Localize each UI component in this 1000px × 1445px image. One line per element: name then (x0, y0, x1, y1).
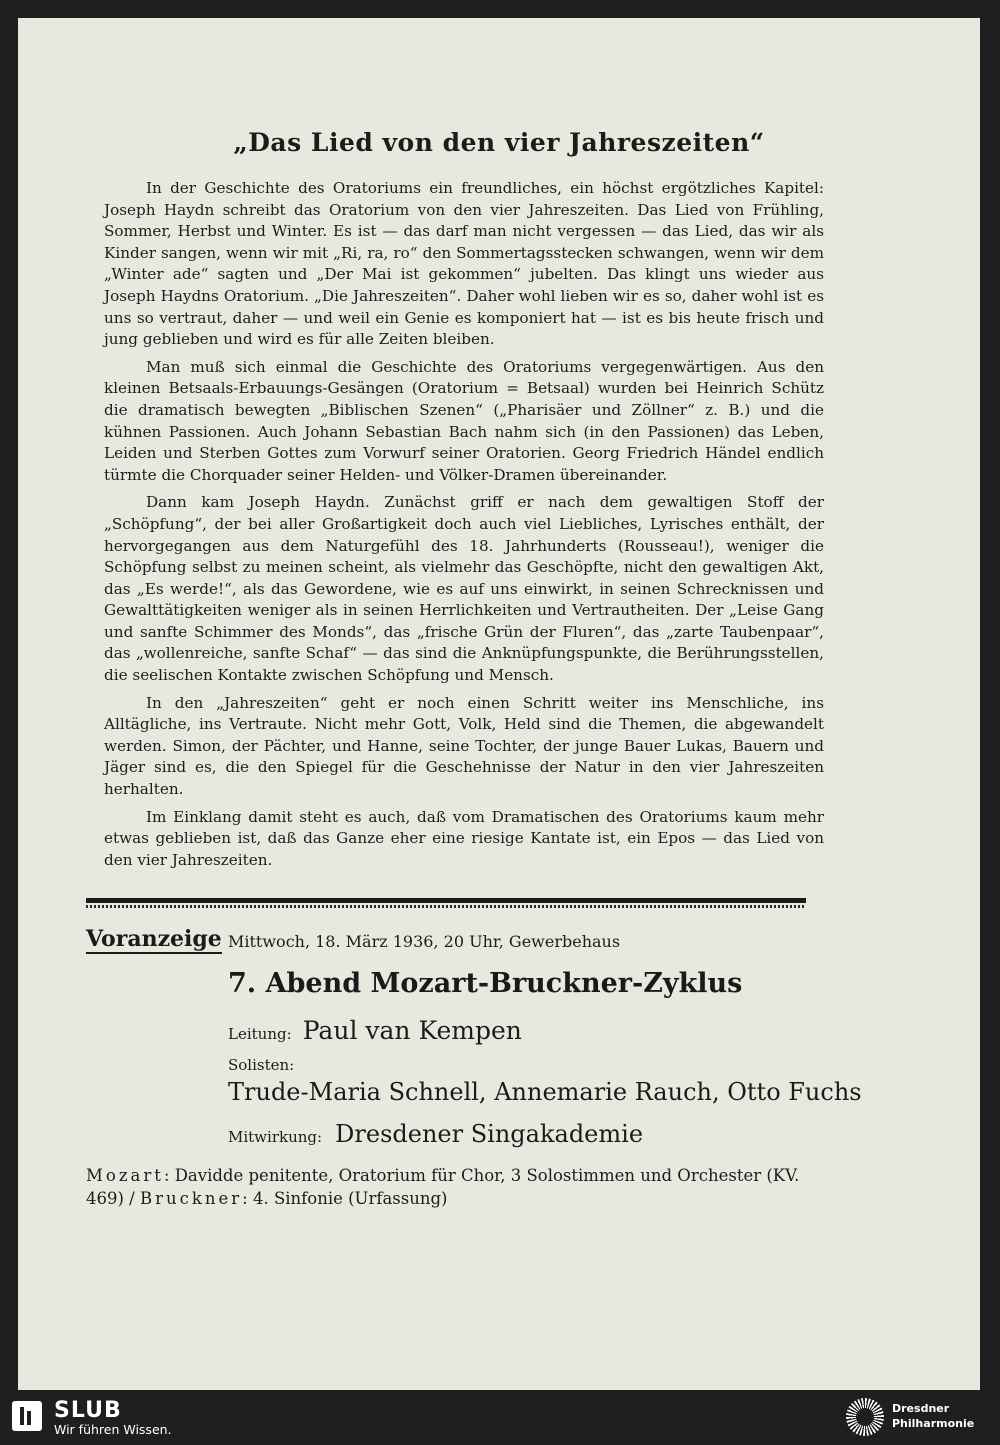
concert-title: 7. Abend Mozart-Bruckner-Zyklus (228, 968, 743, 999)
conductor-line (228, 1016, 522, 1045)
composer-bruckner: Bruckner (139, 1189, 243, 1208)
slub-logo-icon (12, 1401, 42, 1431)
choir-label: Mitwirkung: (228, 1128, 323, 1146)
program-listing (86, 1164, 816, 1210)
philharmonie-name (892, 1401, 974, 1431)
conductor-label: Leitung: (228, 1025, 292, 1043)
choir-line (228, 1120, 643, 1148)
article-paragraph: Im Einklang damit steht es auch, daß vom Dramatischen des Oratoriums kaum mehr etwas geblieben ist, daß das Ganze eher eine riesige Kantate ist, ein Epos — das Lied von den vier Jahreszeiten. (104, 807, 824, 869)
section-divider (86, 898, 806, 903)
announcement-date: Mittwoch, 18. März 1936, 20 Uhr, Gewerbehaus (228, 932, 621, 951)
slub-tagline: Wir führen Wissen. (54, 1422, 172, 1437)
article-paragraph: In den „Jahreszeiten“ geht er noch einen Schritt weiter ins Menschliche, ins Alltägliche, ins Vertraute. Nicht mehr Gott, Volk, Held sind die Themen, die abgewandelt werden. Simon, der Pächter, und Hanne, seine Tochter, der junge Bauer Lukas, Bauern und Jäger sind es, die den Spiegel für die Geschehnisse der Natur in den vier Jahreszeiten herhalten. (104, 693, 824, 799)
philharmonie-logo-icon (846, 1398, 884, 1436)
choir-name: Dresdener Singakademie (335, 1120, 644, 1148)
soloists-names: Trude-Maria Schnell, Annemarie Rauch, Otto Fuchs (228, 1078, 862, 1106)
article-paragraph: In der Geschichte des Oratoriums ein freundliches, ein höchst ergötzliches Kapitel: Joseph Haydn schreibt das Oratorium von den vier Jahreszeiten. Das Lied von Frühling, Sommer, Herbst und Winter. Es ist — das darf man nicht vergessen — das Lied, das wir als Kinder sangen, wenn wir mit „Ri, ra, ro“ den Sommertagsstecken schwangen, wenn wir dem „Winter ade“ sagten und „Der Mai ist gekommen“ jubelten. Das klingt uns wieder aus Joseph Haydns Oratorium. „Die Jahreszeiten“. Daher wohl lieben wir es so, daher wohl ist es uns so vertraut, daher — und weil ein Genie es komponiert hat — ist es bis heute frisch und jung geblieben und wird es für alle Zeiten bleiben. (104, 179, 824, 349)
soloists-label: Solisten: (228, 1056, 295, 1074)
philharmonie-name-line2: Philharmonie (892, 1417, 975, 1430)
philharmonie-branding (840, 1390, 1000, 1445)
work-mozart: : Davidde penitente, Oratorium für Chor, 3 Solostimmen und Orchester (KV. 469) / (86, 1166, 800, 1208)
article-body (104, 178, 824, 877)
article-title: „Das Lied von den vier Jahreszeiten“ (233, 128, 765, 157)
section-divider-dots (86, 905, 806, 908)
slub-branding (0, 1390, 300, 1445)
philharmonie-name-line1: Dresdner (892, 1402, 950, 1415)
work-bruckner: : 4. Sinfonie (Urfassung) (242, 1189, 448, 1208)
article-paragraph: Dann kam Joseph Haydn. Zunächst griff er nach dem gewaltigen Stoff der „Schöpfung“, der bei aller Großartigkeit doch auch viel Liebliches, Lyrisches enthält, der hervorgegangen aus dem Naturgefühl des 18. Jahrhunderts (Rousseau!), weniger die Schöpfung selbst zu meinen scheint, als vielmehr das Geschöpfte, nicht den gewaltigen Akt, das „Es werde!“, als das Gewordene, wie es auf uns einwirkt, in seinen Schrecknissen und Gewalttätigkeiten weniger als in seinen Herrlichkeiten und Vertrautheiten. Der „Leise Gang und sanfte Schimmer des Monds“, das „frische Grün der Fluren“, das „zarte Taubenpaar“, das „wollenreiche, sanfte Schaf“ — das sind die Anknüpfungspunkte, die Berührungsstellen, die seelischen Kontakte zwischen Schöpfung und Mensch. (104, 493, 824, 685)
composer-mozart: Mozart (86, 1166, 164, 1185)
article-paragraph: Man muß sich einmal die Geschichte des Oratoriums vergegenwärtigen. Aus den kleinen Betsaals-Erbauungs-Gesängen (Oratorium = Betsaal) wurden bei Heinrich Schütz die dramatisch bewegten „Biblischen Szenen“ („Pharisäer und Zöllner“ z. B.) und die kühnen Passionen. Auch Johann Sebastian Bach nahm sich (in den Passionen) das Leben, Leiden und Sterben Gottes zum Vorwurf seiner Oratorien. Georg Friedrich Händel endlich türmte die Chorquader seiner Helden- und Völker-Dramen übereinander. (104, 357, 824, 484)
conductor-name: Paul van Kempen (302, 1016, 522, 1045)
announcement-label: Voranzeige (86, 926, 222, 952)
slub-name: SLUB (54, 1398, 122, 1423)
